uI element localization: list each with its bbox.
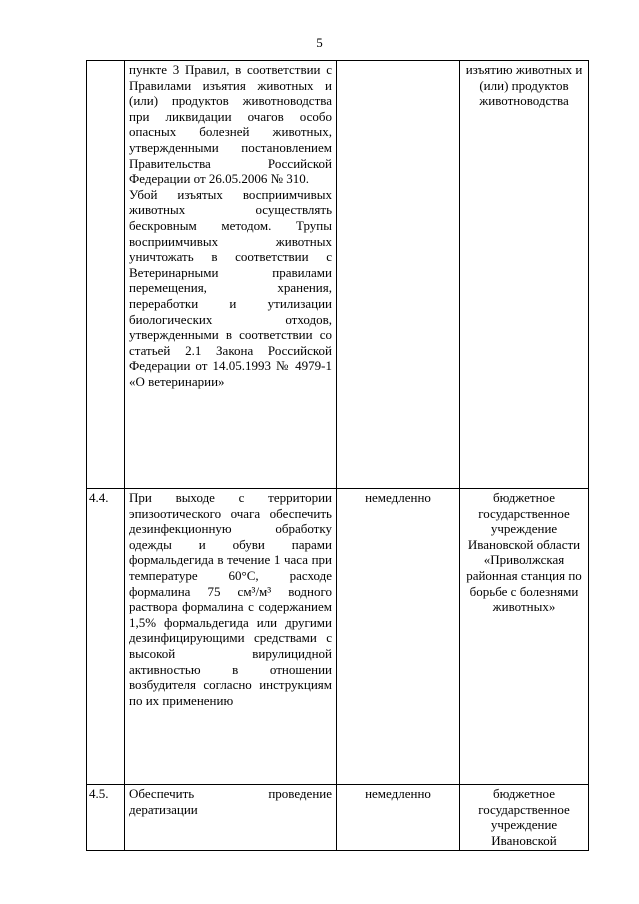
row-number: 4.5. bbox=[87, 785, 125, 851]
deadline-cell: немедленно bbox=[337, 489, 460, 785]
measures-table bbox=[86, 60, 589, 851]
deadline-cell: немедленно bbox=[337, 785, 460, 851]
row-number: 4.4. bbox=[87, 489, 125, 785]
row-number bbox=[87, 61, 125, 489]
deadline-cell bbox=[337, 61, 460, 489]
action-cell bbox=[125, 61, 337, 489]
table-row bbox=[87, 489, 589, 785]
table-row bbox=[87, 785, 589, 851]
responsible-cell: бюджетное государственное учреждение Ивановской bbox=[460, 785, 589, 851]
action-paragraph: пункте 3 Правил, в соответствии с Правилами изъятия животных и (или) продуктов животноводства при ликвидации очагов особо опасных болезней животных, утвержденными постановлением Правительства Российской Федерации от 26.05.2006 № 310. bbox=[129, 62, 332, 187]
page-number: 5 bbox=[316, 35, 323, 50]
table-row bbox=[87, 61, 589, 489]
action-paragraph: Убой изъятых восприимчивых животных осуществлять бескровным методом. Трупы восприимчивых животных уничтожать в соответствии с Ветеринарными правилами перемещения, хранения, переработки и утилизации биологических отходов, утвержденными в соответствии со статьей 2.1 Закона Российской Федерации от 14.05.1993 № 4979-1 «О ветеринарии» bbox=[129, 186, 332, 389]
responsible-cell: бюджетное государственное учреждение Ивановской области «Приволжская районная станция по борьбе с болезнями животных» bbox=[460, 489, 589, 785]
action-cell bbox=[125, 785, 337, 851]
action-cell bbox=[125, 489, 337, 785]
action-paragraph: Обеспечить проведение дератизации bbox=[129, 786, 332, 817]
responsible-cell: изъятию животных и (или) продуктов животноводства bbox=[460, 61, 589, 489]
action-paragraph: При выходе с территории эпизоотического очага обеспечить дезинфекционную обработку одежды и обуви парами формальдегида в течение 1 часа при температуре 60°C, расходе формалина 75 см³/м³ водного раствора формалина с содержанием 1,5% формальдегида или другими дезинфицирующими средствами с высокой вирулицидной активностью в отношении возбудителя согласно инструкциям по их применению bbox=[129, 490, 332, 708]
